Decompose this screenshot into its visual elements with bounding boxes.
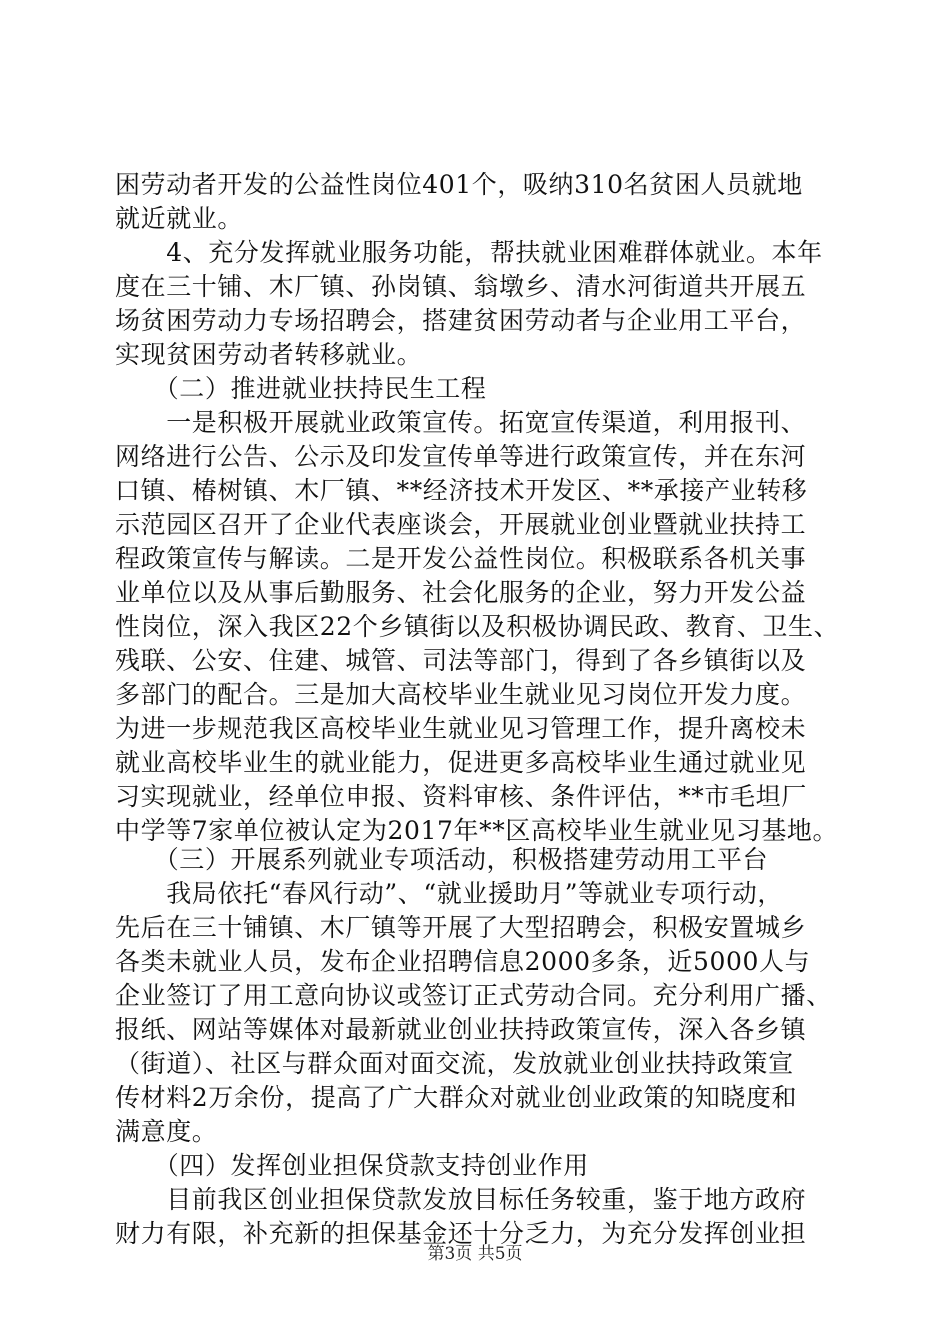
text-line: 报纸、网站等媒体对最新就业创业扶持政策宣传，深入各乡镇 [115, 1015, 807, 1044]
text-line: 多部门的配合。三是加大高校毕业生就业见习岗位开发力度。 [115, 680, 807, 709]
text-line: 传材料2万余份，提高了广大群众对就业创业政策的知晓度和 [115, 1083, 798, 1112]
text-line: 残联、公安、住建、城管、司法等部门，得到了各乡镇街以及 [115, 646, 807, 675]
text-line: 程政策宣传与解读。二是开发公益性岗位。积极联系各机关事 [115, 544, 807, 573]
text-line: （四）发挥创业担保贷款支持创业作用 [115, 1151, 589, 1180]
text-line: 4、充分发挥就业服务功能，帮扶就业困难群体就业。本年 [115, 238, 823, 267]
text-line: 各类未就业人员，发布企业招聘信息2000多条，近5000人与 [115, 947, 811, 976]
text-line: 我局依托“春风行动”、“就业援助月”等就业专项行动， [115, 879, 783, 908]
text-line: 目前我区创业担保贷款发放目标任务较重，鉴于地方政府 [115, 1185, 807, 1214]
text-line: 实现贫困劳动者转移就业。 [115, 340, 423, 369]
text-line: 先后在三十铺镇、木厂镇等开展了大型招聘会，积极安置城乡 [115, 913, 807, 942]
text-line: 就业高校毕业生的就业能力，促进更多高校毕业生通过就业见 [115, 748, 807, 777]
text-line: 满意度。 [115, 1117, 218, 1146]
text-line: 网络进行公告、公示及印发宣传单等进行政策宣传，并在东河 [115, 442, 807, 471]
text-line: 口镇、椿树镇、木厂镇、**经济技术开发区、**承接产业转移 [115, 476, 808, 505]
text-line: 一是积极开展就业政策宣传。拓宽宣传渠道，利用报刊、 [115, 408, 807, 437]
text-line: 度在三十铺、木厂镇、孙岗镇、翁墩乡、清水河街道共开展五 [115, 272, 807, 301]
text-line: 就近就业。 [115, 204, 244, 233]
text-line: 场贫困劳动力专场招聘会，搭建贫困劳动者与企业用工平台， [115, 306, 807, 335]
text-line: 困劳动者开发的公益性岗位401个，吸纳310名贫困人员就地 [115, 170, 803, 199]
text-line: 示范园区召开了企业代表座谈会，开展就业创业暨就业扶持工 [115, 510, 807, 539]
page-footer: 第3页 共5页 [427, 1244, 523, 1264]
text-line: （三）开展系列就业专项活动，积极搭建劳动用工平台 [115, 845, 769, 874]
text-line: （街道）、社区与群众面对面交流，发放就业创业扶持政策宣 [115, 1049, 794, 1078]
text-line: 企业签订了用工意向协议或签订正式劳动合同。充分利用广播、 [115, 981, 832, 1010]
text-line: 业单位以及从事后勤服务、社会化服务的企业，努力开发公益 [115, 578, 807, 607]
text-line: 习实现就业，经单位申报、资料审核、条件评估，**市毛坦厂 [115, 782, 807, 811]
text-line: 为进一步规范我区高校毕业生就业见习管理工作，提升离校未 [115, 714, 807, 743]
text-line: 性岗位，深入我区22个乡镇街以及积极协调民政、教育、卫生、 [115, 612, 840, 641]
text-line: 中学等7家单位被认定为2017年**区高校毕业生就业见习基地。 [115, 816, 839, 845]
text-line: 财力有限，补充新的担保基金还十分乏力，为充分发挥创业担 [115, 1219, 807, 1248]
text-line: （二）推进就业扶持民生工程 [115, 374, 487, 403]
